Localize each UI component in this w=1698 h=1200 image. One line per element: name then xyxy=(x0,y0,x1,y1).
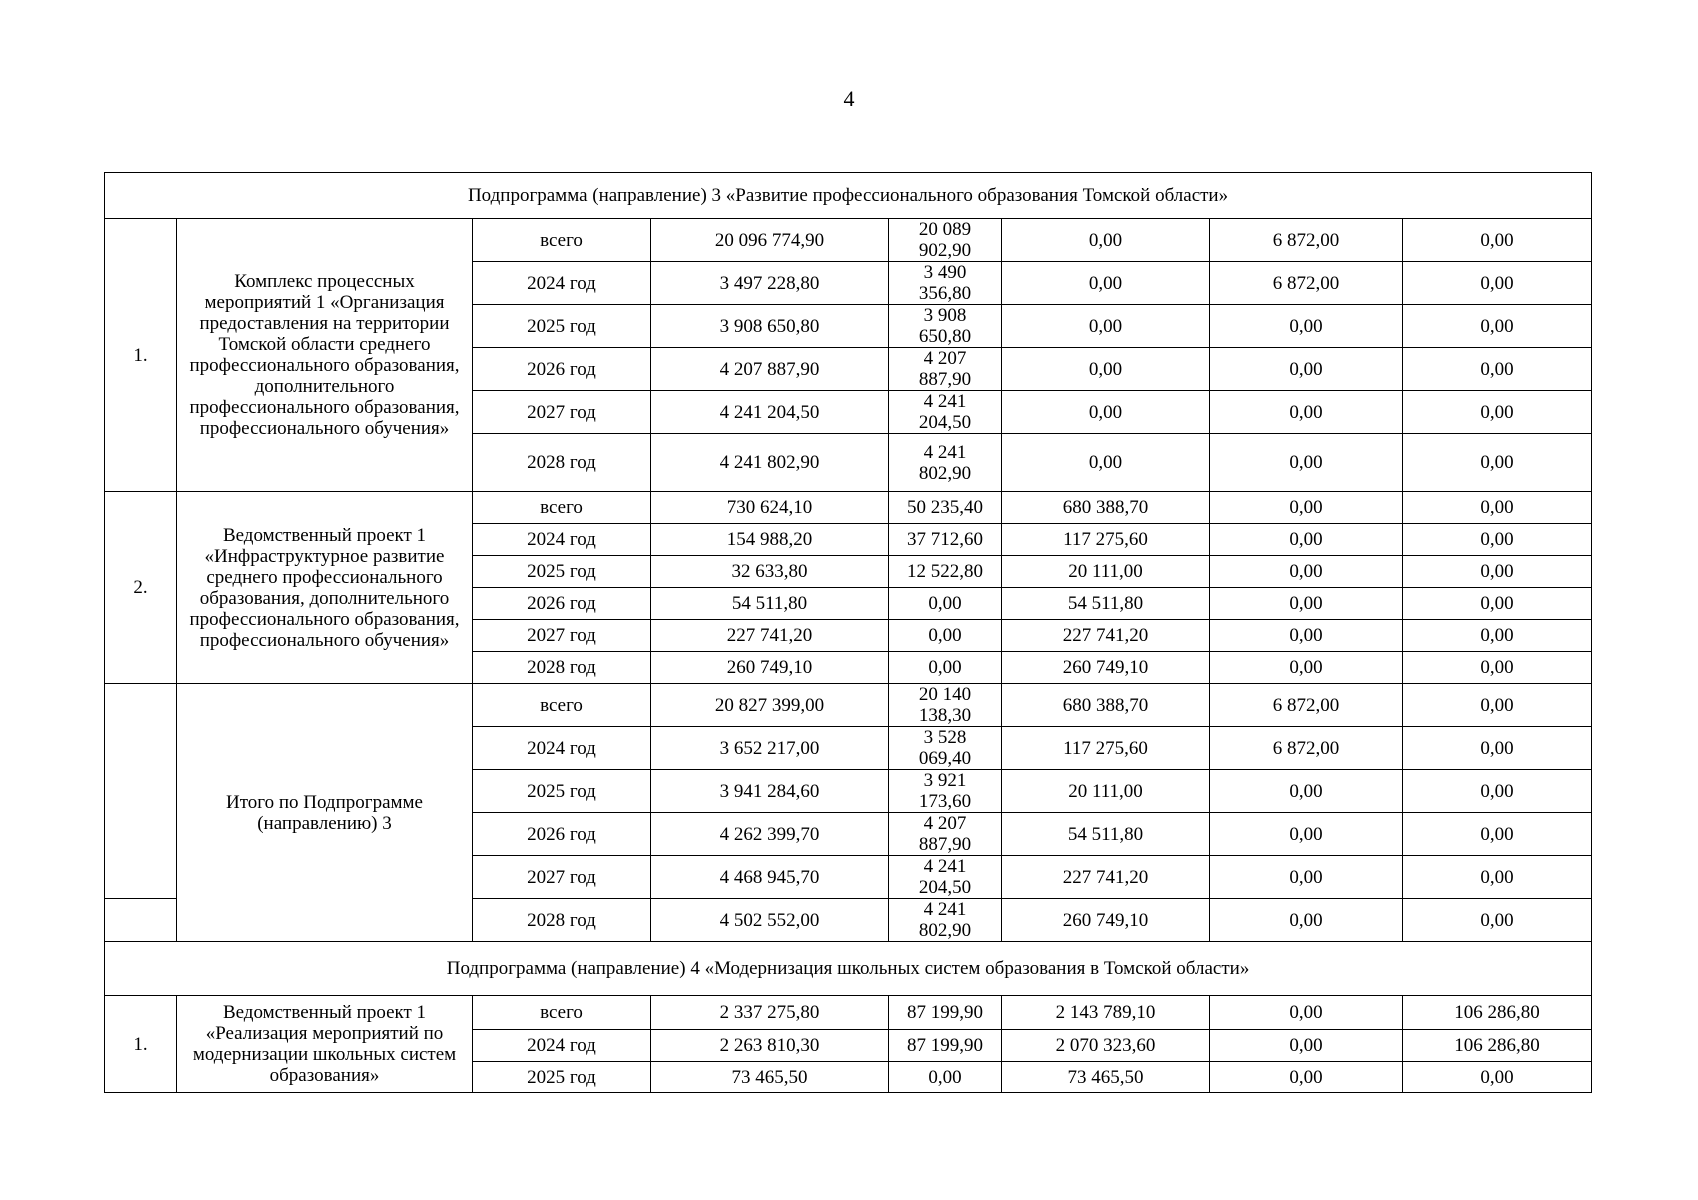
period-cell: 2027 год xyxy=(473,856,651,899)
section-header-row xyxy=(105,173,1592,219)
federal-cell: 260 749,10 xyxy=(1002,899,1210,942)
federal-cell: 73 465,50 xyxy=(1002,1062,1210,1093)
other-cell: 0,00 xyxy=(1403,434,1592,492)
federal-cell: 0,00 xyxy=(1002,348,1210,391)
total-cell: 32 633,80 xyxy=(651,556,889,588)
period-cell: 2025 год xyxy=(473,1062,651,1093)
other-cell: 0,00 xyxy=(1403,305,1592,348)
row-number xyxy=(105,899,177,942)
regional-cell: 0,00 xyxy=(889,620,1002,652)
regional-cell: 20 140 138,30 xyxy=(889,684,1002,727)
section-header-row xyxy=(105,942,1592,996)
other-cell: 0,00 xyxy=(1403,219,1592,262)
total-cell: 4 262 399,70 xyxy=(651,813,889,856)
local-cell: 0,00 xyxy=(1210,770,1403,813)
regional-cell: 3 921 173,60 xyxy=(889,770,1002,813)
local-cell: 0,00 xyxy=(1210,899,1403,942)
total-cell: 3 908 650,80 xyxy=(651,305,889,348)
total-cell: 4 468 945,70 xyxy=(651,856,889,899)
total-cell: 20 096 774,90 xyxy=(651,219,889,262)
regional-cell: 0,00 xyxy=(889,588,1002,620)
other-cell: 0,00 xyxy=(1403,492,1592,524)
period-cell: всего xyxy=(473,996,651,1030)
total-cell: 4 241 204,50 xyxy=(651,391,889,434)
other-cell: 0,00 xyxy=(1403,556,1592,588)
period-cell: 2024 год xyxy=(473,727,651,770)
local-cell: 0,00 xyxy=(1210,588,1403,620)
local-cell: 0,00 xyxy=(1210,652,1403,684)
budget-table xyxy=(104,172,1592,1093)
total-cell: 730 624,10 xyxy=(651,492,889,524)
other-cell: 0,00 xyxy=(1403,652,1592,684)
row-number: 1. xyxy=(105,996,177,1093)
local-cell: 0,00 xyxy=(1210,391,1403,434)
period-cell: 2028 год xyxy=(473,899,651,942)
period-cell: 2028 год xyxy=(473,434,651,492)
federal-cell: 117 275,60 xyxy=(1002,727,1210,770)
federal-cell: 680 388,70 xyxy=(1002,684,1210,727)
total-cell: 3 941 284,60 xyxy=(651,770,889,813)
other-cell: 0,00 xyxy=(1403,620,1592,652)
local-cell: 0,00 xyxy=(1210,524,1403,556)
total-cell: 20 827 399,00 xyxy=(651,684,889,727)
local-cell: 0,00 xyxy=(1210,856,1403,899)
regional-cell: 3 490 356,80 xyxy=(889,262,1002,305)
federal-cell: 0,00 xyxy=(1002,262,1210,305)
page-number: 4 xyxy=(843,86,855,111)
regional-cell: 37 712,60 xyxy=(889,524,1002,556)
total-cell: 227 741,20 xyxy=(651,620,889,652)
period-cell: 2025 год xyxy=(473,770,651,813)
other-cell: 106 286,80 xyxy=(1403,996,1592,1030)
section-title: Подпрограмма (направление) 4 «Модернизация школьных систем образования в Томской области» xyxy=(105,942,1592,996)
period-cell: 2026 год xyxy=(473,588,651,620)
total-name: Итого по Подпрограмме (направлению) 3 xyxy=(177,684,473,942)
regional-cell: 4 207 887,90 xyxy=(889,348,1002,391)
federal-cell: 0,00 xyxy=(1002,305,1210,348)
other-cell: 0,00 xyxy=(1403,524,1592,556)
local-cell: 0,00 xyxy=(1210,996,1403,1030)
total-cell: 4 241 802,90 xyxy=(651,434,889,492)
other-cell: 0,00 xyxy=(1403,1062,1592,1093)
section-title: Подпрограмма (направление) 3 «Развитие профессионального образования Томской области» xyxy=(105,173,1592,219)
other-cell: 0,00 xyxy=(1403,348,1592,391)
period-cell: 2026 год xyxy=(473,348,651,391)
other-cell: 0,00 xyxy=(1403,813,1592,856)
regional-cell: 12 522,80 xyxy=(889,556,1002,588)
other-cell: 106 286,80 xyxy=(1403,1030,1592,1062)
total-cell: 2 263 810,30 xyxy=(651,1030,889,1062)
regional-cell: 4 241 802,90 xyxy=(889,899,1002,942)
federal-cell: 20 111,00 xyxy=(1002,556,1210,588)
federal-cell: 0,00 xyxy=(1002,391,1210,434)
regional-cell: 4 241 204,50 xyxy=(889,856,1002,899)
local-cell: 0,00 xyxy=(1210,1030,1403,1062)
period-cell: всего xyxy=(473,684,651,727)
local-cell: 0,00 xyxy=(1210,434,1403,492)
federal-cell: 2 143 789,10 xyxy=(1002,996,1210,1030)
other-cell: 0,00 xyxy=(1403,262,1592,305)
federal-cell: 227 741,20 xyxy=(1002,620,1210,652)
regional-cell: 0,00 xyxy=(889,1062,1002,1093)
local-cell: 6 872,00 xyxy=(1210,262,1403,305)
row-number xyxy=(105,684,177,899)
federal-cell: 20 111,00 xyxy=(1002,770,1210,813)
total-cell: 260 749,10 xyxy=(651,652,889,684)
other-cell: 0,00 xyxy=(1403,684,1592,727)
row-number: 1. xyxy=(105,219,177,492)
regional-cell: 4 241 802,90 xyxy=(889,434,1002,492)
period-cell: 2024 год xyxy=(473,1030,651,1062)
federal-cell: 680 388,70 xyxy=(1002,492,1210,524)
program-name: Ведомственный проект 1 «Реализация мероприятий по модернизации школьных систем образования» xyxy=(177,996,473,1093)
total-cell: 73 465,50 xyxy=(651,1062,889,1093)
period-cell: 2028 год xyxy=(473,652,651,684)
local-cell: 0,00 xyxy=(1210,1062,1403,1093)
table-row xyxy=(105,996,1592,1030)
total-cell: 4 502 552,00 xyxy=(651,899,889,942)
regional-cell: 4 241 204,50 xyxy=(889,391,1002,434)
period-cell: 2025 год xyxy=(473,556,651,588)
regional-cell: 50 235,40 xyxy=(889,492,1002,524)
federal-cell: 54 511,80 xyxy=(1002,588,1210,620)
regional-cell: 87 199,90 xyxy=(889,996,1002,1030)
other-cell: 0,00 xyxy=(1403,588,1592,620)
period-cell: всего xyxy=(473,219,651,262)
regional-cell: 0,00 xyxy=(889,652,1002,684)
row-number: 2. xyxy=(105,492,177,684)
federal-cell: 260 749,10 xyxy=(1002,652,1210,684)
federal-cell: 0,00 xyxy=(1002,219,1210,262)
total-cell: 3 497 228,80 xyxy=(651,262,889,305)
period-cell: 2024 год xyxy=(473,524,651,556)
total-cell: 54 511,80 xyxy=(651,588,889,620)
federal-cell: 117 275,60 xyxy=(1002,524,1210,556)
regional-cell: 4 207 887,90 xyxy=(889,813,1002,856)
local-cell: 0,00 xyxy=(1210,305,1403,348)
local-cell: 0,00 xyxy=(1210,556,1403,588)
period-cell: 2024 год xyxy=(473,262,651,305)
local-cell: 6 872,00 xyxy=(1210,684,1403,727)
local-cell: 0,00 xyxy=(1210,492,1403,524)
period-cell: 2027 год xyxy=(473,620,651,652)
federal-cell: 227 741,20 xyxy=(1002,856,1210,899)
period-cell: 2027 год xyxy=(473,391,651,434)
other-cell: 0,00 xyxy=(1403,899,1592,942)
local-cell: 0,00 xyxy=(1210,348,1403,391)
local-cell: 0,00 xyxy=(1210,620,1403,652)
federal-cell: 2 070 323,60 xyxy=(1002,1030,1210,1062)
regional-cell: 87 199,90 xyxy=(889,1030,1002,1062)
regional-cell: 20 089 902,90 xyxy=(889,219,1002,262)
other-cell: 0,00 xyxy=(1403,770,1592,813)
other-cell: 0,00 xyxy=(1403,727,1592,770)
total-cell: 3 652 217,00 xyxy=(651,727,889,770)
period-cell: 2025 год xyxy=(473,305,651,348)
total-cell: 154 988,20 xyxy=(651,524,889,556)
other-cell: 0,00 xyxy=(1403,391,1592,434)
regional-cell: 3 528 069,40 xyxy=(889,727,1002,770)
total-cell: 4 207 887,90 xyxy=(651,348,889,391)
table-row xyxy=(105,219,1592,262)
period-cell: 2026 год xyxy=(473,813,651,856)
federal-cell: 54 511,80 xyxy=(1002,813,1210,856)
regional-cell: 3 908 650,80 xyxy=(889,305,1002,348)
federal-cell: 0,00 xyxy=(1002,434,1210,492)
period-cell: всего xyxy=(473,492,651,524)
total-cell: 2 337 275,80 xyxy=(651,996,889,1030)
program-name: Ведомственный проект 1 «Инфраструктурное развитие среднего профессионального образования, дополнительного профессионального образования, профессионального обучения» xyxy=(177,492,473,684)
table-row xyxy=(105,684,1592,727)
local-cell: 6 872,00 xyxy=(1210,219,1403,262)
program-name: Комплекс процессных мероприятий 1 «Организация предоставления на территории Томской области среднего профессионального образования, дополнительного профессионального образования, профессионального обучения» xyxy=(177,219,473,492)
other-cell: 0,00 xyxy=(1403,856,1592,899)
local-cell: 0,00 xyxy=(1210,813,1403,856)
local-cell: 6 872,00 xyxy=(1210,727,1403,770)
table-row xyxy=(105,492,1592,524)
